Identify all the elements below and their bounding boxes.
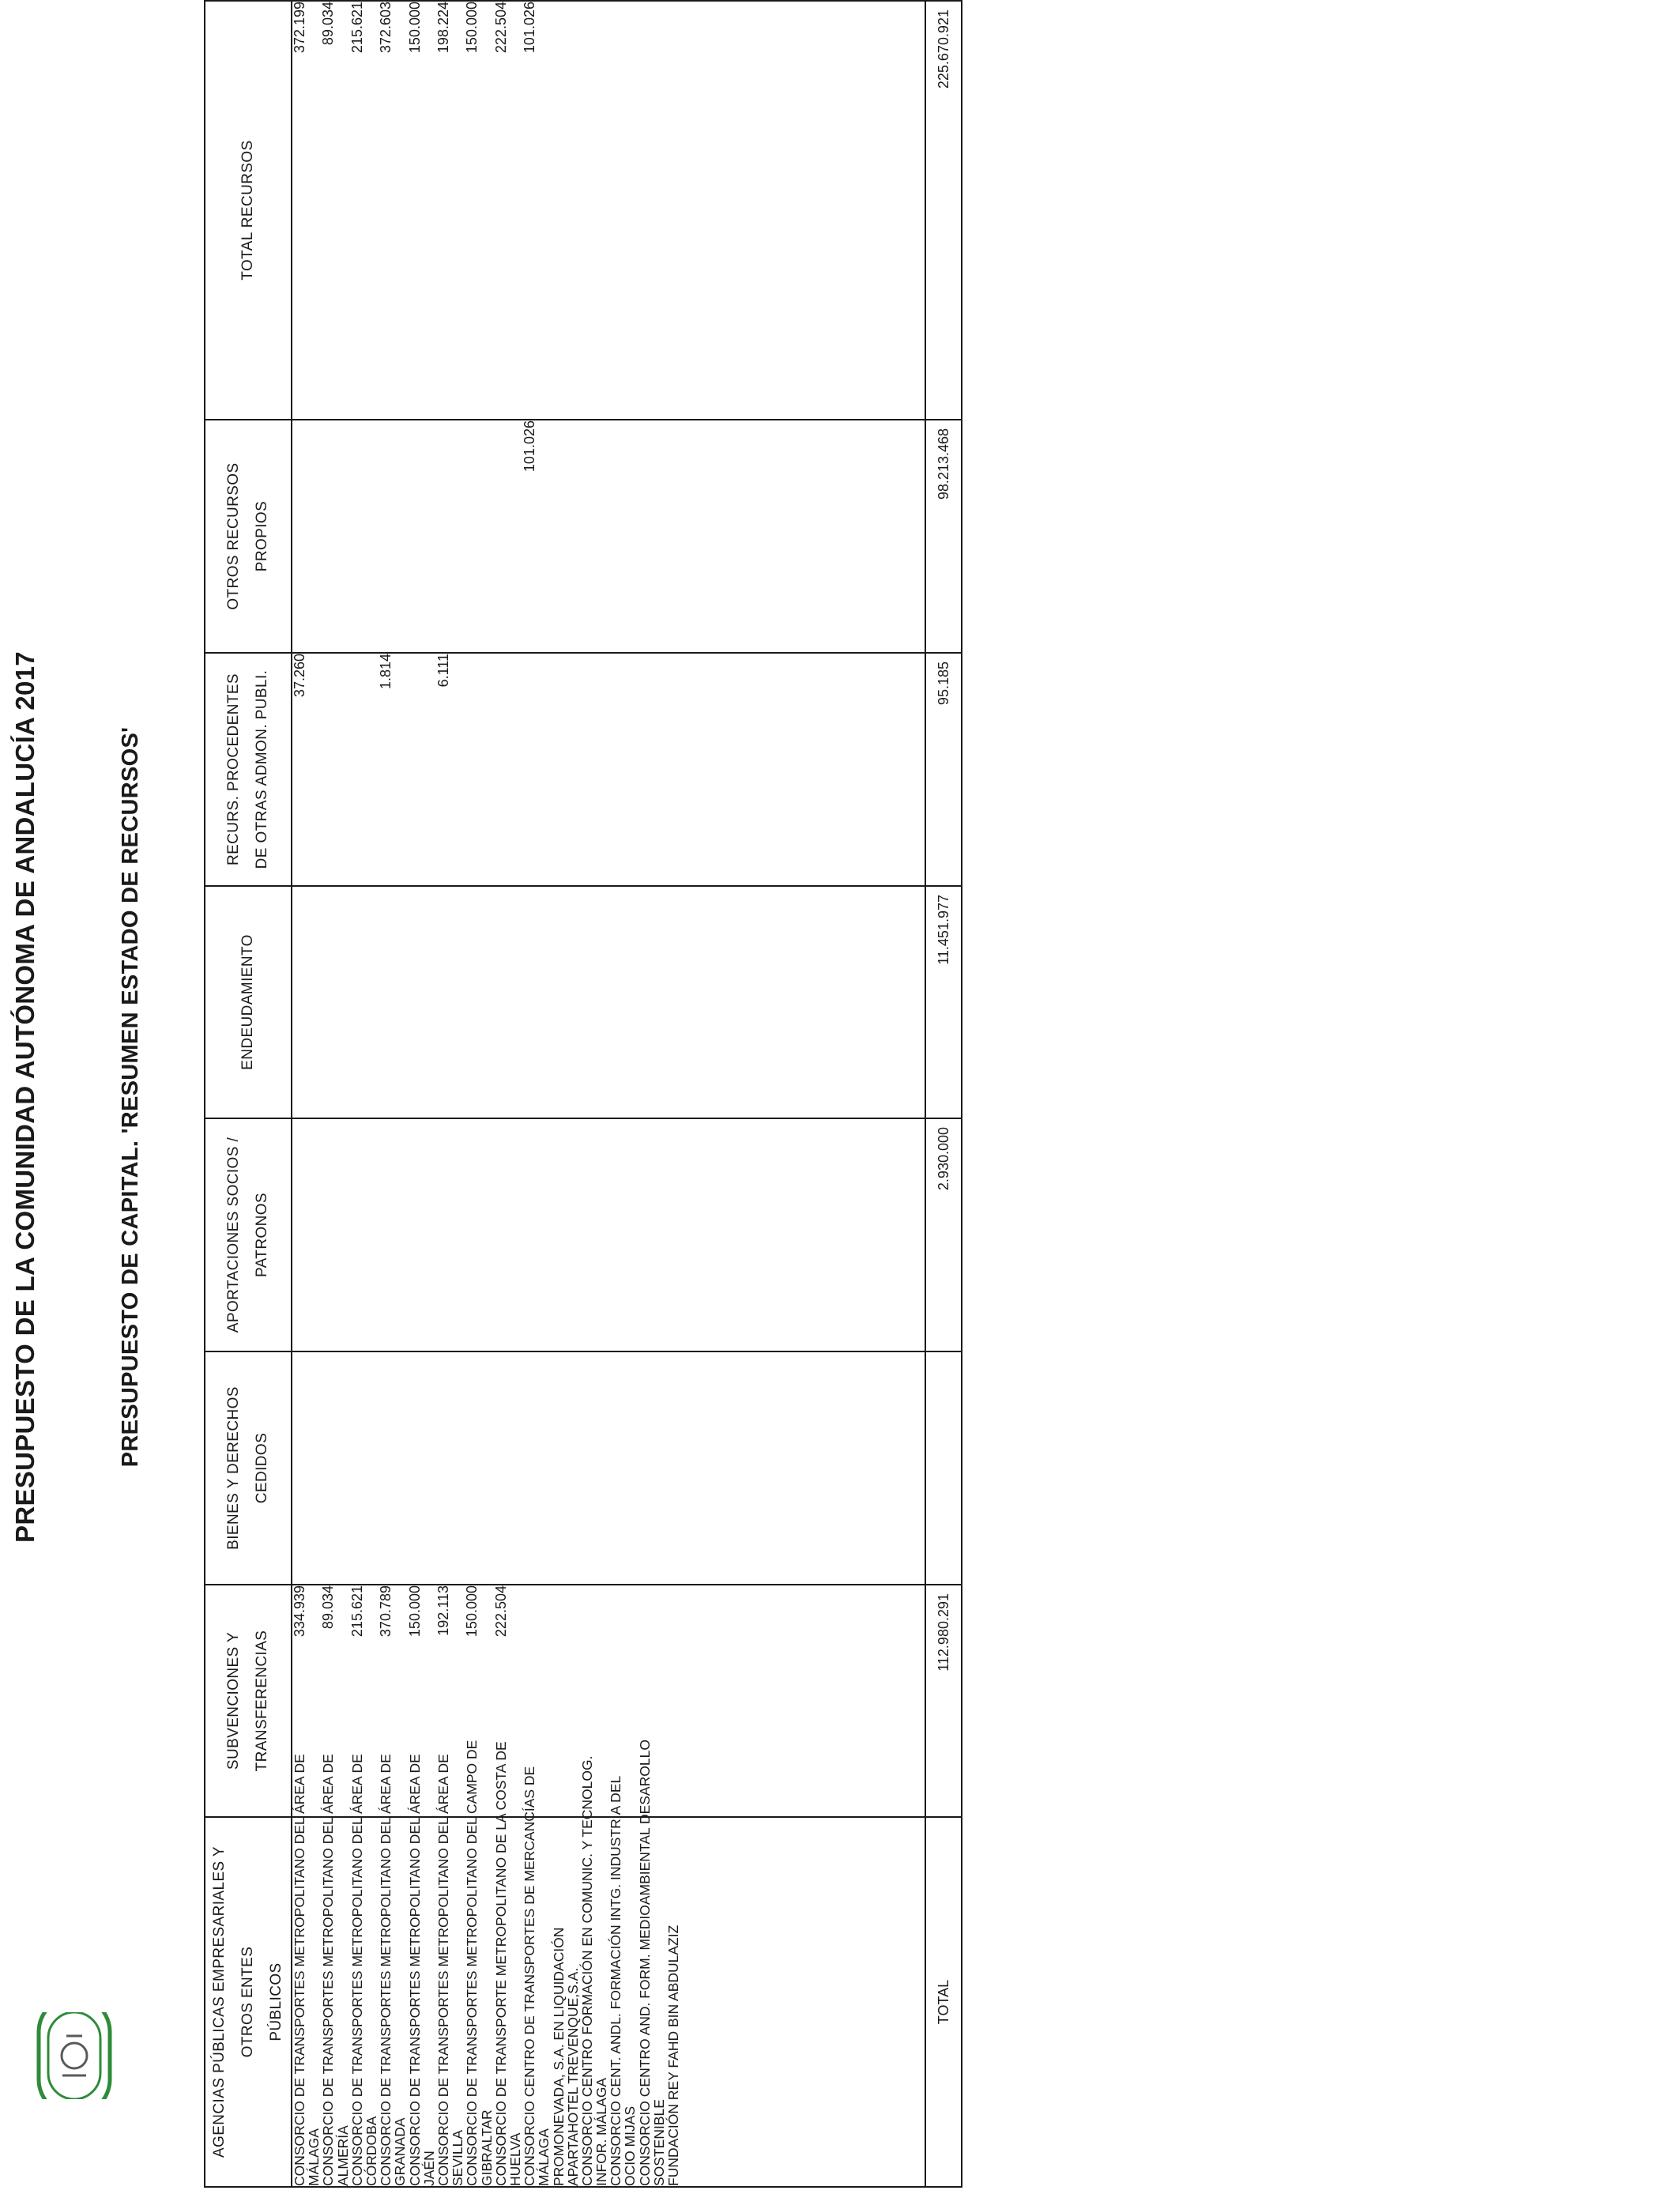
value-total: 101.026: [522, 2, 538, 54]
value-otras-admon: [638, 654, 666, 885]
value-otros-propios: [436, 420, 465, 652]
value-otras-admon: [408, 654, 436, 885]
column-header: RECURS. PROCEDENTES DE OTRAS ADMON. PUBLI.: [205, 653, 292, 886]
entity-name: [552, 1818, 566, 2186]
value-total: [580, 2, 608, 419]
value-otras-admon: [666, 654, 680, 885]
otras-admon-cell: [292, 653, 925, 886]
value-bienes: [638, 1352, 666, 1584]
entity-name-line: OCIO MIJAS: [622, 2105, 638, 2186]
value-endeudamiento: [552, 887, 566, 1118]
value-endeudamiento: [350, 887, 379, 1118]
value-otras-admon: [321, 654, 349, 885]
value-bienes: [522, 1352, 551, 1584]
value-otras-admon: [494, 654, 522, 885]
value-otros-propios: [566, 420, 580, 652]
table-body-row: [292, 1, 925, 2187]
value-bienes: [379, 1352, 407, 1584]
value-otras-admon: 37.260: [292, 654, 307, 698]
value-endeudamiento: [292, 887, 321, 1118]
value-otras-admon: [566, 654, 580, 885]
value-otros-propios: 101.026: [522, 420, 538, 473]
endeudamiento-cell: [292, 886, 925, 1118]
value-aportaciones: [321, 1119, 349, 1351]
value-bienes: [566, 1352, 580, 1584]
value-endeudamiento: [494, 887, 522, 1118]
value-aportaciones: [350, 1119, 379, 1351]
value-aportaciones: [494, 1119, 522, 1351]
value-otros-propios: [379, 420, 407, 652]
entity-name: [378, 1754, 409, 2186]
document-subtitle: PRESUPUESTO DE CAPITAL. 'RESUMEN ESTADO DE RECURSOS': [118, 726, 143, 1468]
entity-name-line: CONSORCIO CENT. ANDL. FORMACIÓN INTG. INDUSTRIA DEL: [608, 1775, 624, 2186]
entity-name-line: CONSORCIO DE TRANSPORTES METROPOLITANO DEL ÁREA DE: [406, 1754, 423, 2186]
value-total: 215.621: [348, 2, 365, 54]
value-total: [566, 2, 580, 419]
entity-name-line: HUELVA: [507, 2132, 523, 2186]
value-bienes: [608, 1352, 637, 1584]
value-subvenciones: 192.113: [435, 1585, 451, 1636]
otros-propios-cell: [292, 420, 925, 653]
document-title: PRESUPUESTO DE LA COMUNIDAD AUTÓNOMA DE ANDALUCÍA 2017: [10, 651, 40, 1543]
value-bienes: [350, 1352, 379, 1584]
entity-name-line: SOSTENIBLE: [650, 2099, 667, 2186]
value-subvenciones: [666, 1585, 680, 1816]
column-header: BIENES Y DERECHOS CEDIDOS: [205, 1351, 292, 1585]
entity-name: [608, 1775, 638, 2186]
value-otros-propios: [580, 420, 608, 652]
value-aportaciones: [465, 1119, 493, 1351]
value-otras-admon: [552, 654, 566, 885]
value-endeudamiento: [608, 887, 637, 1118]
value-endeudamiento: [408, 887, 436, 1118]
total-recursos-cell: [292, 1, 925, 420]
aportaciones-cell: [292, 1118, 925, 1351]
value-endeudamiento: [638, 887, 666, 1118]
value-endeudamiento: [666, 887, 680, 1118]
entity-name-line: CONSORCIO DE TRANSPORTES METROPOLITANO DEL ÁREA DE: [320, 1754, 337, 2186]
entity-name: [464, 1740, 495, 2186]
column-header: TOTAL RECURSOS: [205, 1, 292, 420]
value-otros-propios: [552, 420, 566, 652]
total-bienes: [925, 1351, 962, 1585]
value-bienes: [292, 1352, 321, 1584]
value-aportaciones: [638, 1119, 666, 1351]
entity-names-cell: [292, 1740, 925, 2187]
value-total: [608, 2, 637, 419]
entity-name: [566, 1818, 580, 2186]
bienes-cell: [292, 1351, 925, 1585]
value-endeudamiento: [465, 887, 493, 1118]
value-aportaciones: [408, 1119, 436, 1351]
entity-name-line: PROMONEVADA, S.A. EN LIQUIDACIÓN: [550, 1927, 567, 2186]
value-total: 198.224: [435, 2, 451, 54]
total-endeudamiento: 11.451.977: [925, 886, 962, 1118]
entity-name-line: CONSORCIO DE TRANSPORTES METROPOLITANO DEL ÁREA DE: [348, 1754, 365, 2186]
entity-name-line: MÁLAGA: [536, 2128, 552, 2186]
value-total: 372.199: [292, 2, 307, 54]
value-bienes: [436, 1352, 465, 1584]
value-aportaciones: [580, 1119, 608, 1351]
table-total-row: [925, 1, 962, 2187]
entity-name: [348, 1754, 379, 2186]
value-endeudamiento: [580, 887, 608, 1118]
value-endeudamiento: [522, 887, 551, 1118]
value-otros-propios: [321, 420, 349, 652]
entity-name-line: MÁLAGA: [306, 2128, 322, 2186]
table-header-row: [205, 1, 292, 2187]
value-aportaciones: [292, 1119, 321, 1351]
value-bienes: [465, 1352, 493, 1584]
entity-name: [522, 1766, 552, 2186]
value-subvenciones: [552, 1585, 566, 1816]
entity-name-line: CONSORCIO CENTRO FORMACIÓN EN COMUNIC. Y TECNOLOG.: [578, 1755, 595, 2186]
value-endeudamiento: [321, 887, 349, 1118]
value-otros-propios: [350, 420, 379, 652]
value-otros-propios: [608, 420, 637, 652]
entity-name-line: CONSORCIO DE TRANSPORTES METROPOLITANO DEL ÁREA DE: [292, 1754, 307, 2186]
entity-name-line: APARTAHOTEL TREVENQUE,S.A.: [564, 1967, 581, 2186]
value-total: 372.603: [378, 2, 394, 54]
value-bienes: [321, 1352, 349, 1584]
value-aportaciones: [522, 1119, 551, 1351]
entity-name-line: CONSORCIO DE TRANSPORTE METROPOLITANO DE LA COSTA DE: [492, 1741, 509, 2186]
entity-name: [492, 1741, 523, 2186]
value-otras-admon: 6.111: [435, 654, 451, 688]
value-otros-propios: [638, 420, 666, 652]
entity-name-line: SEVILLA: [450, 2129, 466, 2186]
entity-name-line: CONSORCIO CENTRO DE TRANSPORTES DE MERCANCÍAS DE: [522, 1766, 538, 2186]
entity-name-line: FUNDACIÓN REY FAHD BIN ABDULAZIZ: [665, 1924, 682, 2186]
value-otras-admon: [350, 654, 379, 885]
column-header: SUBVENCIONES Y TRANSFERENCIAS: [205, 1585, 292, 1817]
value-bienes: [552, 1352, 566, 1584]
entity-name-line: CONSORCIO DE TRANSPORTES METROPOLITANO DEL ÁREA DE: [378, 1754, 394, 2186]
entity-name-line: CONSORCIO CENTRO AND. FORM. MEDIOAMBIENTAL DESAROLLO: [636, 1740, 653, 2186]
value-subvenciones: 370.789: [378, 1585, 394, 1638]
entity-name-line: CÓRDOBA: [363, 2116, 379, 2186]
entity-name: [666, 1818, 680, 2186]
resources-summary-table: [204, 0, 962, 2188]
value-otras-admon: [608, 654, 637, 885]
value-otros-propios: [666, 420, 680, 652]
entity-name: [636, 1740, 667, 2186]
value-aportaciones: [566, 1119, 580, 1351]
entity-name: [320, 1754, 351, 2186]
column-header: ENDEUDAMIENTO: [205, 886, 292, 1118]
total-aportaciones: 2.930.000: [925, 1118, 962, 1351]
value-otras-admon: 1.814: [378, 654, 394, 690]
value-otras-admon: [465, 654, 493, 885]
entity-name: [292, 1754, 322, 2186]
total-total-recursos: 225.670.921: [925, 1, 962, 420]
value-subvenciones: [566, 1585, 580, 1816]
value-aportaciones: [436, 1119, 465, 1351]
value-subvenciones: 89.034: [320, 1585, 337, 1630]
column-header: OTROS RECURSOS PROPIOS: [205, 420, 292, 653]
value-aportaciones: [379, 1119, 407, 1351]
value-otros-propios: [292, 420, 321, 652]
value-bienes: [580, 1352, 608, 1584]
entity-name: [435, 1754, 466, 2186]
value-aportaciones: [608, 1119, 637, 1351]
entity-name-line: JAÉN: [420, 2151, 437, 2186]
value-subvenciones: 215.621: [348, 1585, 365, 1638]
value-otras-admon: [580, 654, 608, 885]
value-otros-propios: [494, 420, 522, 652]
value-otras-admon: [522, 654, 551, 885]
value-otros-propios: [465, 420, 493, 652]
total-label: TOTAL: [925, 1817, 962, 2187]
value-total: [638, 2, 666, 419]
value-bienes: [408, 1352, 436, 1584]
value-bienes: [666, 1352, 680, 1584]
value-otros-propios: [408, 420, 436, 652]
value-endeudamiento: [436, 887, 465, 1118]
value-aportaciones: [552, 1119, 566, 1351]
value-total: 150.000: [406, 2, 423, 54]
value-bienes: [494, 1352, 522, 1584]
column-header: AGENCIAS PÚBLICAS EMPRESARIALES Y OTROS ENTES PÚBLICOS: [205, 1817, 292, 2187]
value-endeudamiento: [566, 887, 580, 1118]
value-total: 222.504: [492, 2, 509, 54]
entity-name-line: CONSORCIO DE TRANSPORTES METROPOLITANO DEL ÁREA DE: [435, 1754, 451, 2186]
total-subvenciones: 112.980.291: [925, 1585, 962, 1817]
entity-name-line: CONSORCIO DE TRANSPORTES METROPOLITANO DEL CAMPO DE: [464, 1740, 480, 2186]
entity-name: [406, 1754, 437, 2186]
total-otras-admon: 95.185: [925, 653, 962, 886]
entity-name-line: GRANADA: [392, 2117, 409, 2186]
value-endeudamiento: [379, 887, 407, 1118]
value-aportaciones: [666, 1119, 680, 1351]
total-otros-propios: 98.213.468: [925, 420, 962, 653]
value-subvenciones: 150.000: [464, 1585, 480, 1638]
value-total: 150.000: [464, 2, 480, 54]
value-subvenciones: 222.504: [492, 1585, 509, 1638]
value-total: [552, 2, 566, 419]
entity-name: [578, 1755, 610, 2186]
value-subvenciones: 150.000: [406, 1585, 423, 1638]
entity-name-line: ALMERÍA: [334, 2125, 351, 2186]
entity-name-line: GIBRALTAR: [478, 2109, 495, 2186]
value-subvenciones: 334.939: [292, 1585, 307, 1638]
entity-name-line: INFOR. MÁLAGA: [593, 2077, 610, 2186]
value-total: 89.034: [320, 2, 337, 46]
value-total: [666, 2, 680, 419]
column-header: APORTACIONES SOCIOS / PATRONOS: [205, 1118, 292, 1351]
